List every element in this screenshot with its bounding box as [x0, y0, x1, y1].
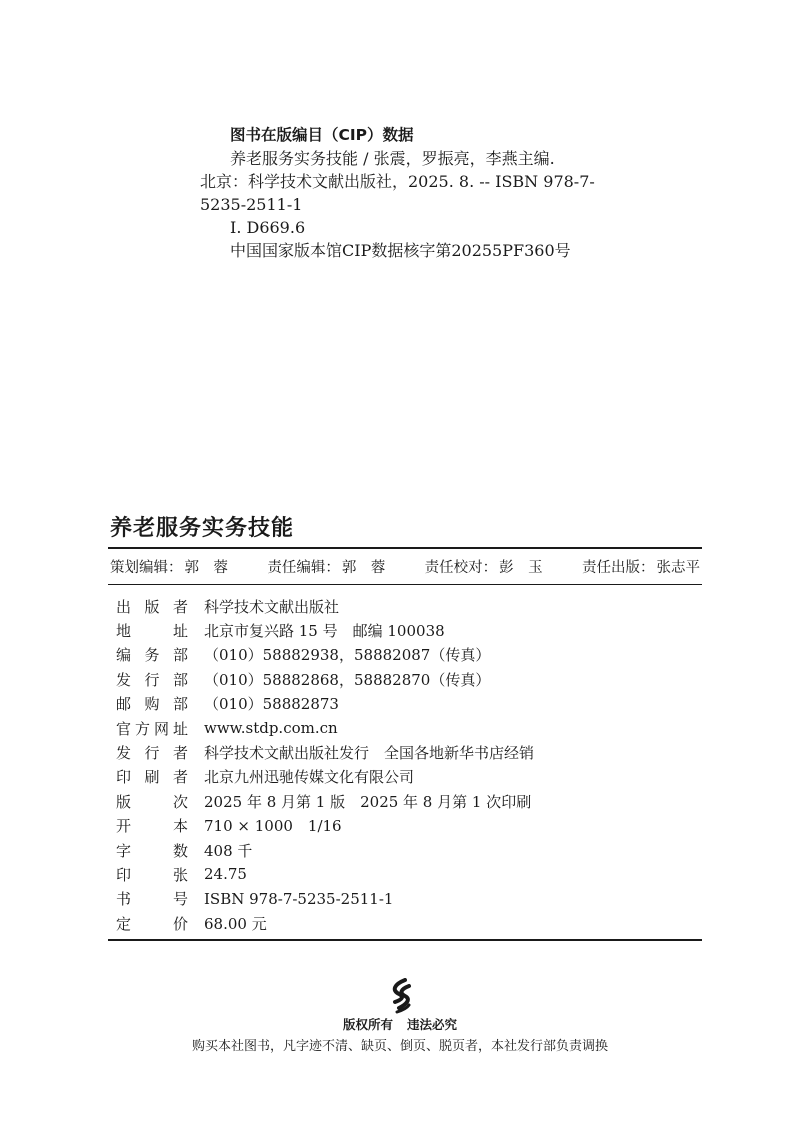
detail-label-char: 刷 [144, 768, 160, 787]
detail-label-char: 发 [116, 670, 132, 689]
detail-value: 北京九州迅驰传媒文化有限公司 [204, 768, 415, 787]
detail-row [116, 765, 534, 789]
detail-row [116, 716, 534, 740]
editor-credit [110, 556, 228, 577]
detail-label-char: 者 [172, 768, 188, 787]
detail-value: ISBN 978-7-5235-2511-1 [204, 889, 394, 908]
detail-label-char: 行 [144, 670, 160, 689]
cip-heading: 图书在版编目（CIP）数据 [230, 126, 414, 144]
detail-label-char: 方 [134, 719, 150, 738]
book-title: 养老服务实务技能 [110, 516, 295, 541]
detail-label-char: 发 [116, 744, 132, 763]
detail-row [116, 692, 534, 716]
detail-row [116, 911, 534, 935]
divider [108, 939, 702, 941]
detail-label-char: 版 [144, 597, 160, 616]
detail-row [116, 740, 534, 764]
cip-line: 中国国家版本馆CIP数据核字第20255PF360号 [230, 241, 571, 260]
detail-row [116, 618, 534, 642]
detail-label-char: 号 [172, 890, 188, 909]
cip-line: 养老服务实务技能 / 张震，罗振亮，李燕主编. [230, 149, 555, 168]
detail-label [116, 644, 188, 665]
detail-label [116, 669, 188, 690]
replacement-notice: 购买本社图书，凡字迹不清、缺页、倒页、脱页者，本社发行部负责调换 [191, 1039, 608, 1054]
editor-credit [582, 556, 700, 577]
detail-value: 710 × 1000 1/16 [204, 817, 342, 836]
detail-label-char: 址 [172, 622, 188, 641]
detail-value: （010）58882873 [204, 695, 339, 714]
detail-label-char: 数 [172, 841, 188, 860]
cip-line: Ⅰ. D669.6 [230, 218, 306, 237]
detail-label-char: 者 [172, 597, 188, 616]
editor-name: 张志平 [656, 560, 700, 576]
detail-label-char: 地 [116, 622, 132, 641]
detail-row [116, 643, 534, 667]
detail-label-char: 者 [172, 744, 188, 763]
detail-label [116, 888, 188, 909]
detail-label [116, 718, 188, 739]
editor-credits [110, 556, 700, 577]
detail-label-char: 务 [144, 646, 160, 665]
detail-label-char: 价 [172, 914, 188, 933]
editor-credit [425, 556, 543, 577]
detail-row [116, 667, 534, 691]
detail-label-char: 网 [153, 719, 169, 738]
cip-line: 5235-2511-1 [200, 195, 303, 214]
detail-label [116, 791, 188, 812]
detail-label [116, 913, 188, 934]
detail-label-char: 官 [116, 719, 132, 738]
editor-credit [267, 556, 385, 577]
detail-value: 2025 年 8 月第 1 版 2025 年 8 月第 1 次印刷 [204, 792, 532, 811]
detail-label-char: 部 [172, 646, 188, 665]
detail-label-char: 次 [172, 792, 188, 811]
cip-data-block [200, 124, 620, 262]
detail-label-char: 开 [116, 817, 132, 836]
detail-label-char: 编 [116, 646, 132, 665]
detail-label-char: 部 [172, 695, 188, 714]
detail-label-char: 行 [144, 744, 160, 763]
detail-label-char: 出 [116, 597, 132, 616]
detail-label-char: 部 [172, 670, 188, 689]
detail-label-char: 张 [172, 865, 188, 884]
detail-label [116, 693, 188, 714]
detail-value: www.stdp.com.cn [204, 719, 338, 738]
detail-row [116, 789, 534, 813]
detail-row [116, 838, 534, 862]
detail-value: （010）58882938，58882087（传真） [204, 646, 491, 665]
editor-role: 责任编辑： [267, 560, 340, 576]
detail-value: 68.00 元 [204, 914, 267, 933]
copyright-line [0, 1015, 800, 1033]
detail-value: 科学技术文献出版社发行 全国各地新华书店经销 [204, 744, 535, 763]
detail-label-char: 印 [116, 768, 132, 787]
divider [108, 584, 702, 585]
detail-label-char: 版 [116, 792, 132, 811]
detail-label [116, 864, 188, 885]
detail-label [116, 766, 188, 787]
detail-row [116, 814, 534, 838]
publisher-logo-icon [385, 978, 417, 1014]
detail-row [116, 887, 534, 911]
detail-value: 408 千 [204, 841, 253, 860]
detail-label [116, 742, 188, 763]
detail-row [116, 862, 534, 886]
detail-row [116, 594, 534, 618]
detail-value: （010）58882868，58882870（传真） [204, 670, 491, 689]
detail-label [116, 620, 188, 641]
editor-name: 郭 蓉 [184, 560, 228, 576]
detail-label-char: 字 [116, 841, 132, 860]
detail-value: 北京市复兴路 15 号 邮编 100038 [204, 622, 445, 641]
editor-role: 责任出版： [581, 560, 655, 576]
detail-value: 科学技术文献出版社 [204, 597, 340, 616]
detail-label [116, 840, 188, 861]
editor-role: 策划编辑： [110, 560, 183, 576]
editor-role: 责任校对： [424, 560, 498, 576]
divider [108, 547, 702, 549]
detail-label-char: 邮 [116, 695, 132, 714]
detail-label-char: 址 [172, 719, 188, 738]
detail-label-char: 购 [144, 695, 160, 714]
cip-line: 北京：科学技术文献出版社，2025. 8. -- ISBN 978-7- [200, 172, 595, 191]
detail-label-char: 本 [172, 817, 188, 836]
detail-label [116, 596, 188, 617]
detail-label-char: 书 [116, 890, 132, 909]
editor-name: 彭 玉 [499, 560, 543, 576]
publication-details [116, 594, 534, 935]
detail-value: 24.75 [204, 865, 247, 884]
detail-label-char: 定 [116, 914, 132, 933]
detail-label [116, 815, 188, 836]
editor-name: 郭 蓉 [341, 560, 386, 576]
copyright-violation: 违法必究 [407, 1017, 458, 1032]
detail-label-char: 印 [116, 865, 132, 884]
copyright-reserved: 版权所有 [342, 1017, 393, 1032]
